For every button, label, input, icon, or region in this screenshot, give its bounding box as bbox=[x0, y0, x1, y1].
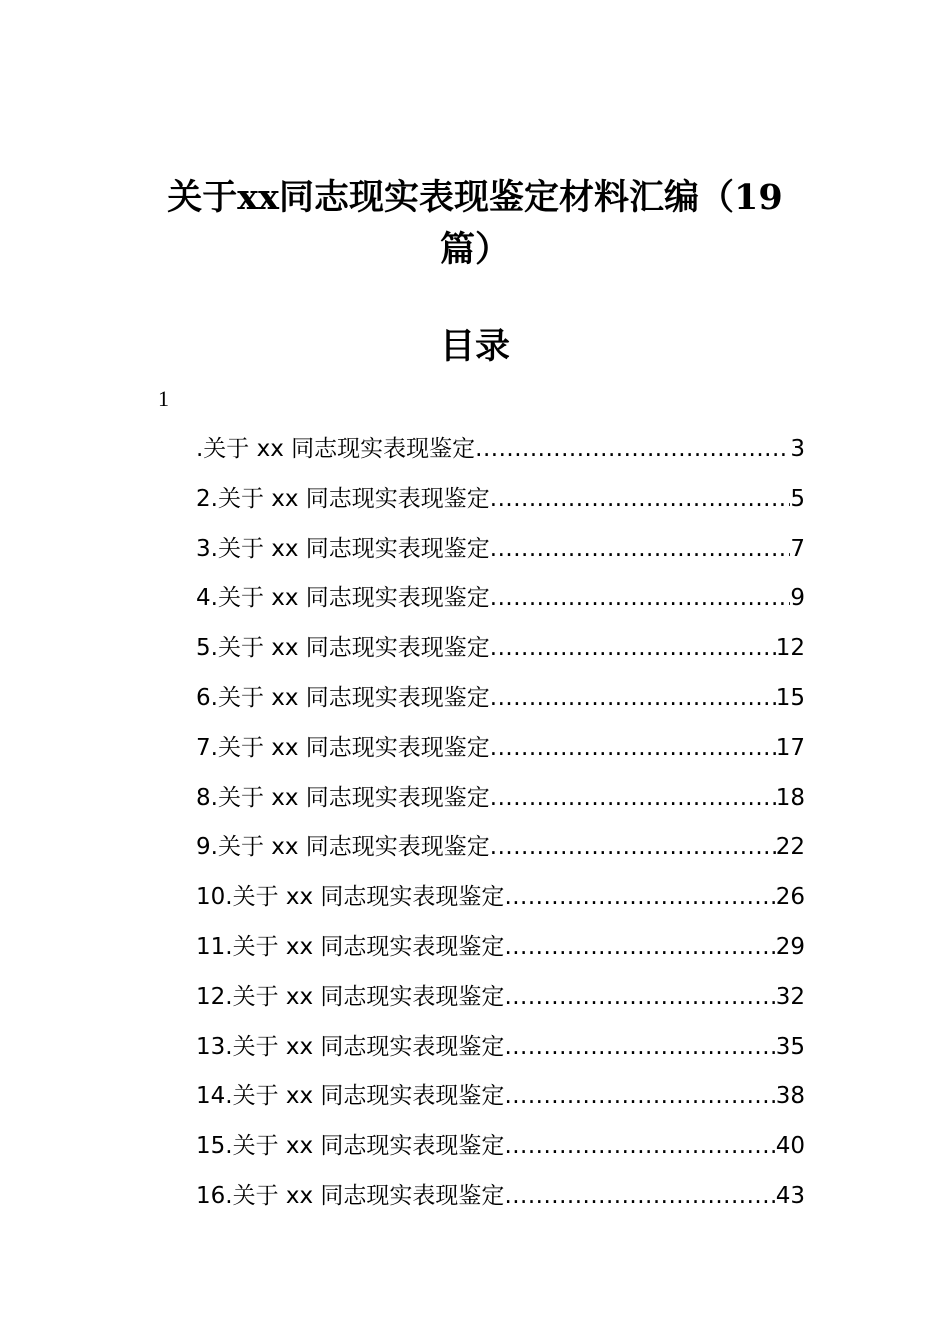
toc-leader-dots bbox=[504, 873, 775, 923]
toc-entry[interactable] bbox=[196, 674, 805, 724]
toc-leader-dots bbox=[490, 574, 791, 624]
toc-entry-page: 35 bbox=[775, 1033, 805, 1060]
toc-entry-label: 10.关于 xx 同志现实表现鉴定 bbox=[196, 884, 505, 911]
toc-leader-dots bbox=[490, 774, 776, 824]
toc-entry[interactable] bbox=[196, 475, 805, 525]
toc-entry-label: 3.关于 xx 同志现实表现鉴定 bbox=[196, 535, 490, 562]
toc-entry-page: 40 bbox=[775, 1133, 805, 1160]
toc-entry[interactable] bbox=[196, 425, 805, 475]
toc-leader-dots bbox=[475, 425, 790, 475]
table-of-contents bbox=[196, 425, 805, 1222]
toc-entry-label: 11.关于 xx 同志现实表现鉴定 bbox=[196, 933, 505, 960]
toc-entry-label: 16.关于 xx 同志现实表现鉴定 bbox=[196, 1182, 505, 1209]
toc-leader-dots bbox=[490, 823, 776, 873]
toc-entry[interactable] bbox=[196, 1072, 805, 1122]
toc-leader-dots bbox=[504, 1023, 775, 1073]
toc-leader-dots bbox=[504, 923, 775, 973]
toc-entry-page: 5 bbox=[790, 485, 805, 512]
toc-entry-label: 2.关于 xx 同志现实表现鉴定 bbox=[196, 485, 490, 512]
toc-entry[interactable] bbox=[196, 1172, 805, 1222]
toc-entry-page: 15 bbox=[775, 684, 805, 711]
toc-entry[interactable] bbox=[196, 923, 805, 973]
toc-entry-page: 29 bbox=[775, 933, 805, 960]
toc-entry-label: 5.关于 xx 同志现实表现鉴定 bbox=[196, 635, 490, 662]
toc-leader-dots bbox=[504, 1072, 775, 1122]
document-title: 关于xx同志现实表现鉴定材料汇编（19篇） bbox=[167, 177, 783, 270]
toc-leader-dots bbox=[490, 525, 791, 575]
toc-entry-label: 4.关于 xx 同志现实表现鉴定 bbox=[196, 585, 490, 612]
toc-entry-page: 17 bbox=[775, 734, 805, 761]
stray-number: 1 bbox=[158, 386, 169, 411]
toc-entry[interactable] bbox=[196, 823, 805, 873]
toc-entry-page: 18 bbox=[775, 784, 805, 811]
toc-entry[interactable] bbox=[196, 873, 805, 923]
toc-entry[interactable] bbox=[196, 525, 805, 575]
toc-entry[interactable] bbox=[196, 1122, 805, 1172]
toc-leader-dots bbox=[504, 973, 775, 1023]
toc-entry[interactable] bbox=[196, 574, 805, 624]
toc-entry-page: 38 bbox=[775, 1083, 805, 1110]
toc-entry-label: 14.关于 xx 同志现实表现鉴定 bbox=[196, 1083, 505, 1110]
toc-entry-label: 9.关于 xx 同志现实表现鉴定 bbox=[196, 834, 490, 861]
toc-entry-label: 12.关于 xx 同志现实表现鉴定 bbox=[196, 983, 505, 1010]
toc-entry-label: 15.关于 xx 同志现实表现鉴定 bbox=[196, 1133, 505, 1160]
toc-heading: 目录 bbox=[439, 326, 510, 367]
toc-entry-page: 43 bbox=[775, 1182, 805, 1209]
toc-entry[interactable] bbox=[196, 973, 805, 1023]
toc-leader-dots bbox=[490, 724, 776, 774]
toc-entry-label: 8.关于 xx 同志现实表现鉴定 bbox=[196, 784, 490, 811]
toc-leader-dots bbox=[504, 1172, 775, 1222]
toc-entry-label: 6.关于 xx 同志现实表现鉴定 bbox=[196, 684, 490, 711]
toc-entry-page: 32 bbox=[775, 983, 805, 1010]
toc-leader-dots bbox=[490, 624, 776, 674]
toc-entry-page: 3 bbox=[790, 436, 805, 462]
toc-entry-label: .关于 xx 同志现实表现鉴定 bbox=[196, 436, 476, 462]
toc-entry[interactable] bbox=[196, 1023, 805, 1073]
toc-entry-page: 12 bbox=[775, 635, 805, 662]
toc-entry-page: 9 bbox=[790, 585, 805, 612]
toc-entry-label: 7.关于 xx 同志现实表现鉴定 bbox=[196, 734, 490, 761]
toc-entry-page: 7 bbox=[790, 535, 805, 562]
toc-entry[interactable] bbox=[196, 624, 805, 674]
toc-entry[interactable] bbox=[196, 774, 805, 824]
toc-entry-page: 22 bbox=[775, 834, 805, 861]
toc-leader-dots bbox=[490, 475, 791, 525]
toc-entry[interactable] bbox=[196, 724, 805, 774]
toc-entry-page: 26 bbox=[775, 884, 805, 911]
toc-entry-label: 13.关于 xx 同志现实表现鉴定 bbox=[196, 1033, 505, 1060]
toc-leader-dots bbox=[504, 1122, 775, 1172]
toc-leader-dots bbox=[490, 674, 776, 724]
